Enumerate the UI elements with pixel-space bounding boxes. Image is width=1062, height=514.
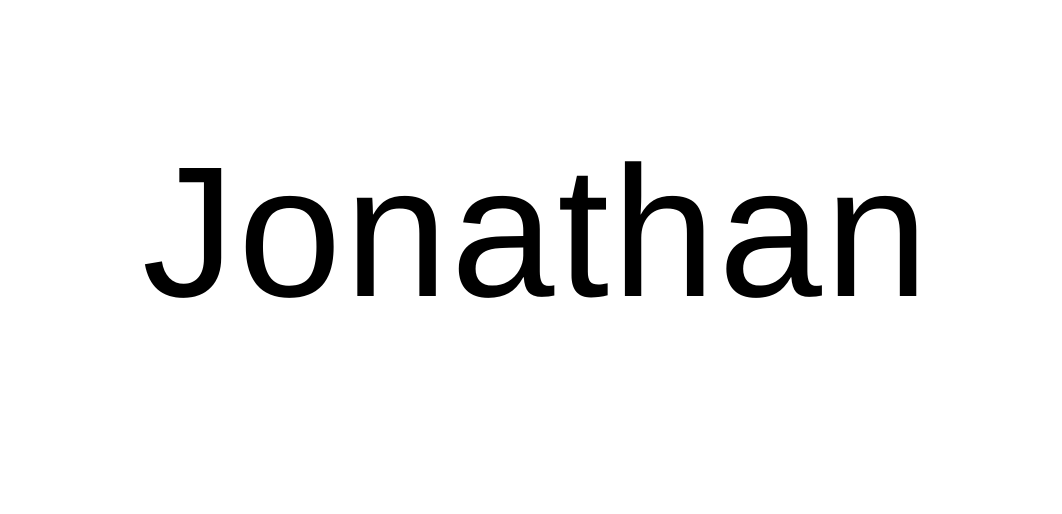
name-text: Jonathan — [142, 129, 932, 336]
